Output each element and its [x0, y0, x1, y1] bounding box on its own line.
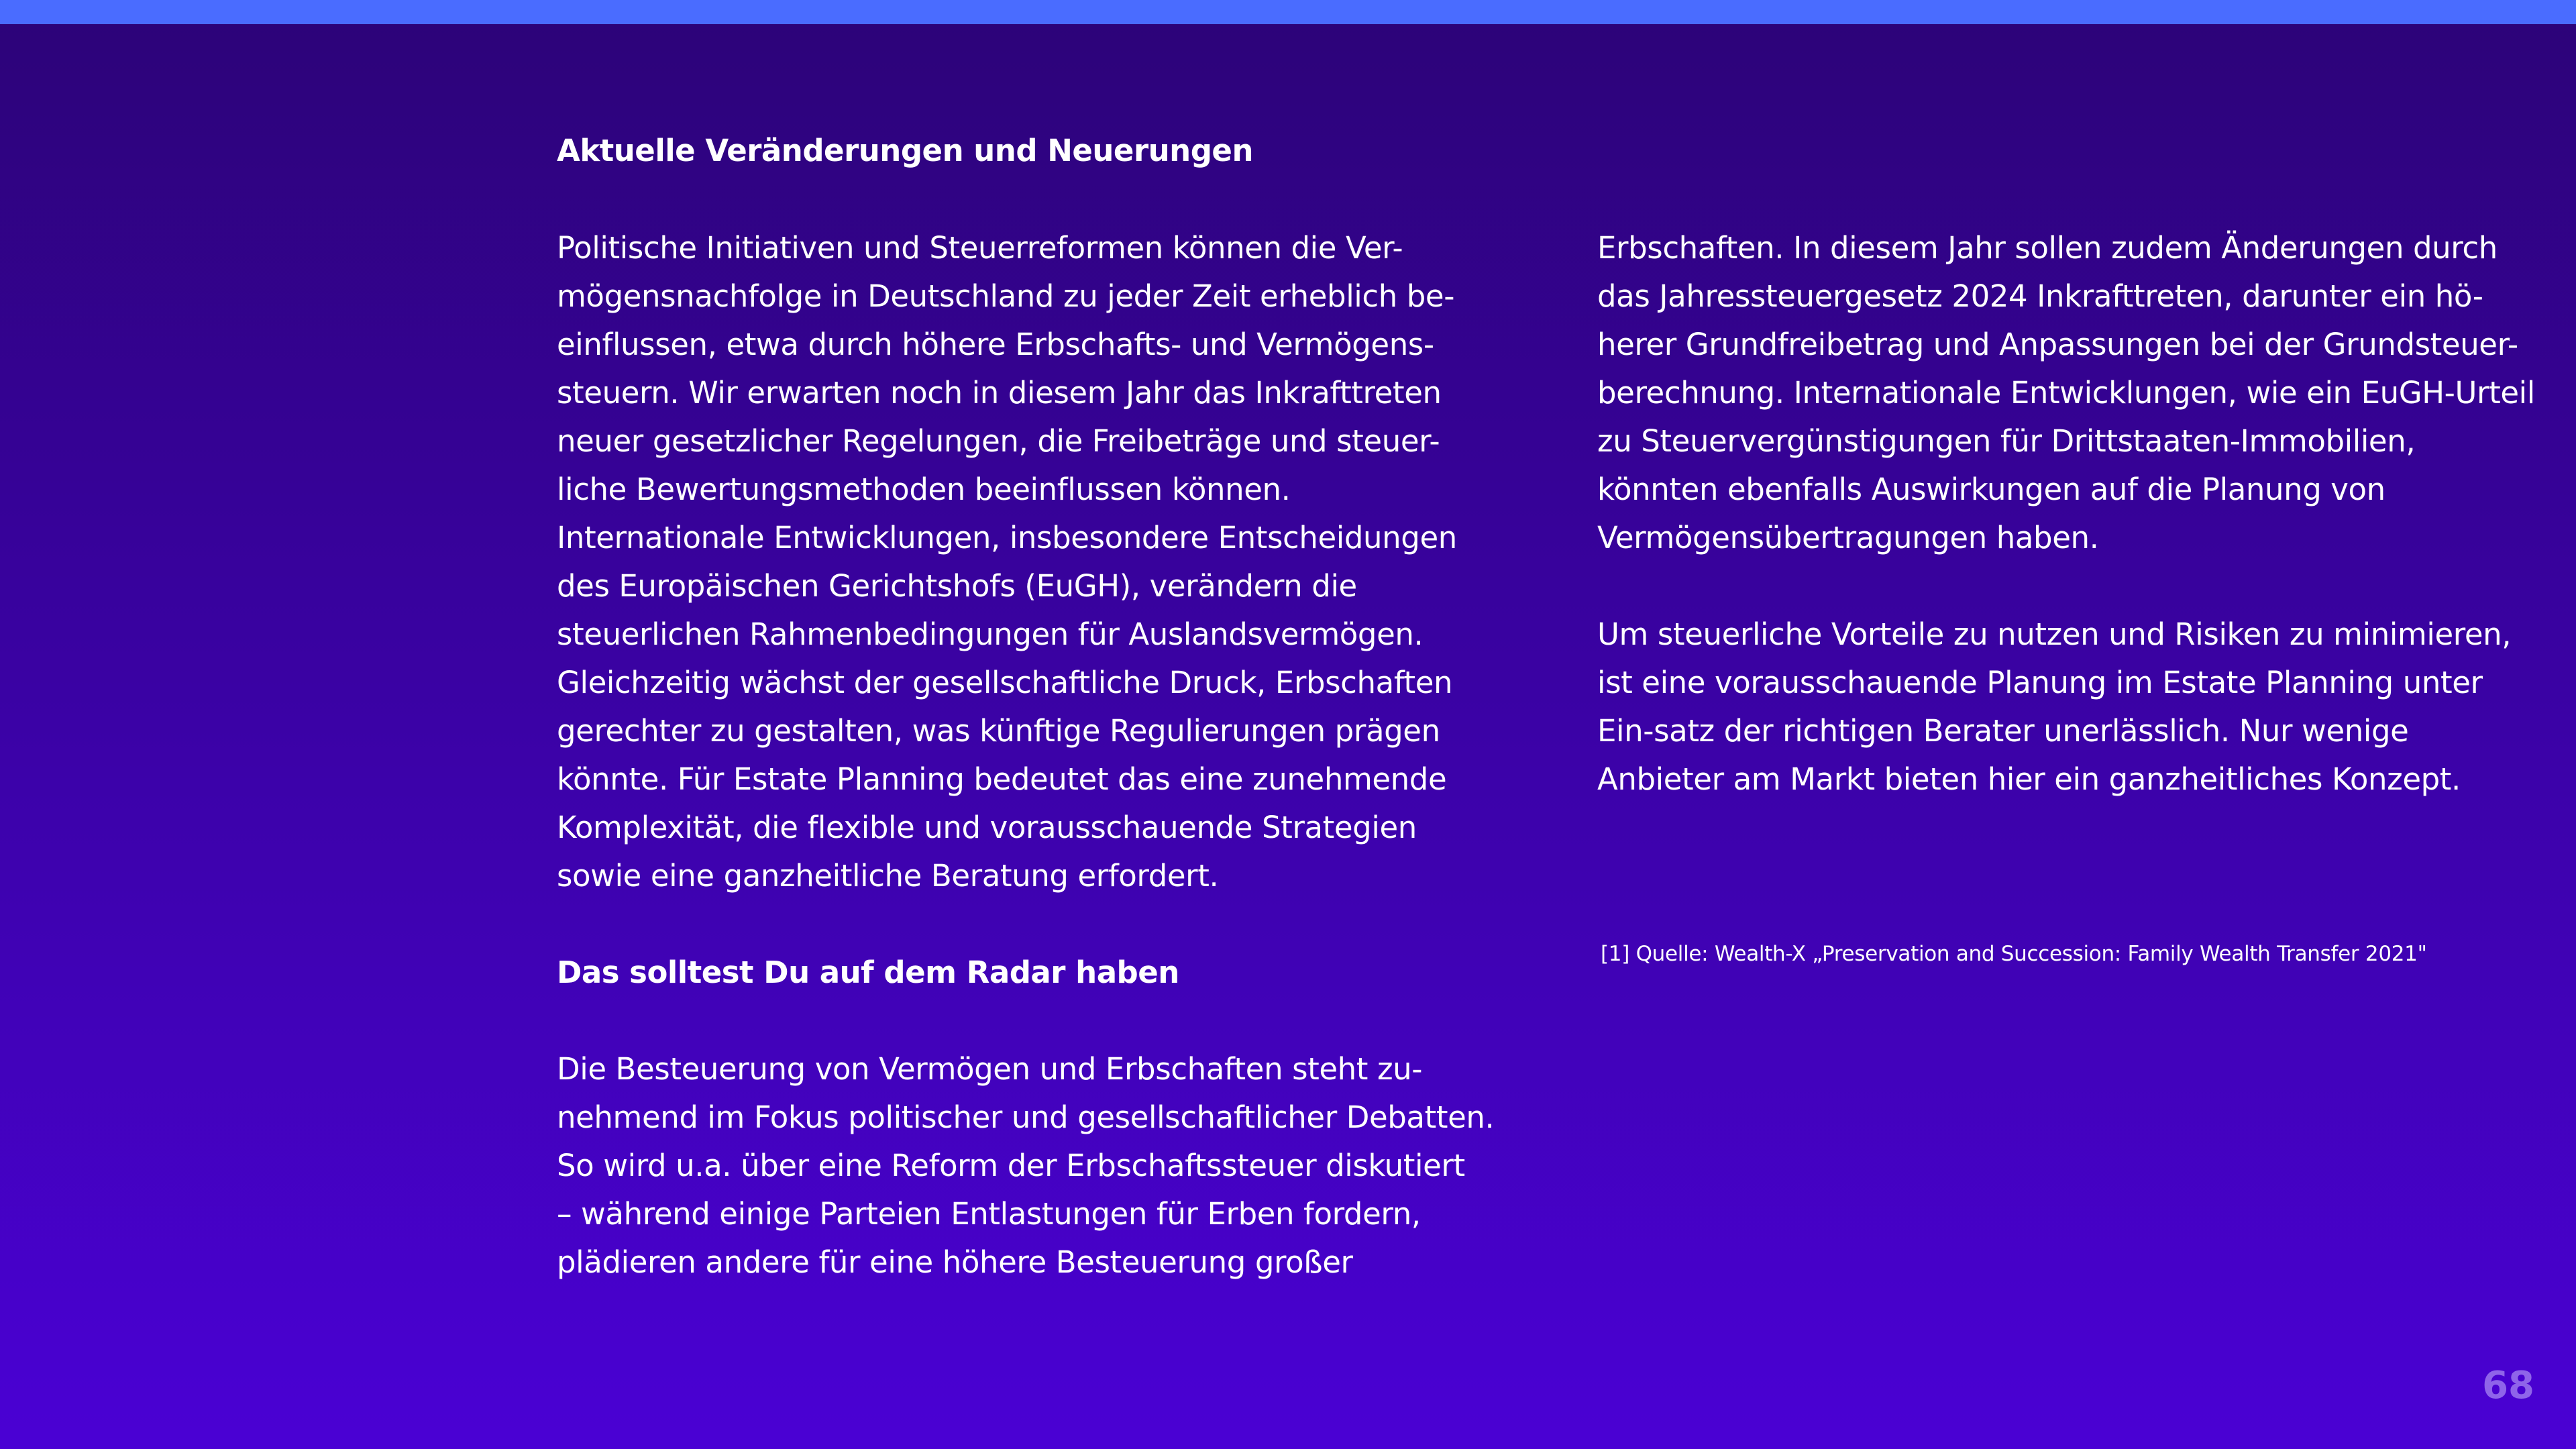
text-line: ist eine vorausschauende Planung im Estate Planning unter: [1597, 665, 2483, 700]
text-line: Ein-satz der richtigen Berater unerlässlich. Nur wenige: [1597, 713, 2409, 749]
text-line: des Europäischen Gerichtshofs (EuGH), verändern die: [557, 568, 1357, 604]
text-line: einflussen, etwa durch höhere Erbschafts- und Vermögens-: [557, 327, 1434, 362]
text-line: Internationale Entwicklungen, insbesondere Entscheidungen: [557, 520, 1457, 555]
text-line: steuerlichen Rahmenbedingungen für Auslandsvermögen.: [557, 616, 1424, 652]
text-line: steuern. Wir erwarten noch in diesem Jahr das Inkrafttreten: [557, 375, 1442, 411]
text-line: könnte. Für Estate Planning bedeutet das eine zunehmende: [557, 761, 1447, 797]
text-line: herer Grundfreibetrag und Anpassungen bei der Grundsteuer-: [1597, 327, 2518, 362]
text-line: könnten ebenfalls Auswirkungen auf die Planung von: [1597, 472, 2385, 507]
text-line: Politische Initiativen und Steuerreformen können die Ver-: [557, 230, 1403, 266]
text-line: Vermögensübertragungen haben.: [1597, 520, 2099, 555]
text-line: sowie eine ganzheitliche Beratung erfordert.: [557, 858, 1219, 894]
text-line: Um steuerliche Vorteile zu nutzen und Risiken zu minimieren,: [1597, 616, 2512, 652]
text-line: Erbschaften. In diesem Jahr sollen zudem Änderungen durch: [1597, 230, 2498, 266]
text-line: mögensnachfolge in Deutschland zu jeder Zeit erheblich be-: [557, 278, 1455, 314]
text-line: Gleichzeitig wächst der gesellschaftliche Druck, Erbschaften: [557, 665, 1453, 700]
text-line: Anbieter am Markt bieten hier ein ganzheitliches Konzept.: [1597, 761, 2461, 797]
text-line: – während einige Parteien Entlastungen für Erben fordern,: [557, 1196, 1421, 1232]
text-line: nehmend im Fokus politischer und gesellschaftlicher Debatten.: [557, 1099, 1495, 1135]
text-line: zu Steuervergünstigungen für Drittstaaten-Immobilien,: [1597, 423, 2416, 459]
text-line: Komplexität, die flexible und vorausschauende Strategien: [557, 810, 1417, 845]
section-heading-radar: Das solltest Du auf dem Radar haben: [557, 955, 1179, 990]
text-line: plädieren andere für eine höhere Besteuerung großer: [557, 1244, 1353, 1280]
section-heading-changes: Aktuelle Veränderungen und Neuerungen: [557, 133, 1253, 168]
text-line: das Jahressteuergesetz 2024 Inkrafttreten, darunter ein hö-: [1597, 278, 2483, 314]
page-number: 68: [2482, 1364, 2534, 1407]
footnote-source: [1] Quelle: Wealth-X „Preservation and Succession: Family Wealth Transfer 2021": [1601, 942, 2427, 966]
text-line: berechnung. Internationale Entwicklungen, wie ein EuGH-Urteil: [1597, 375, 2535, 411]
text-line: So wird u.a. über eine Reform der Erbschaftssteuer diskutiert: [557, 1148, 1465, 1183]
text-line: gerechter zu gestalten, was künftige Regulierungen prägen: [557, 713, 1440, 749]
text-line: neuer gesetzlicher Regelungen, die Freibeträge und steuer-: [557, 423, 1440, 459]
text-line: liche Bewertungsmethoden beeinflussen können.: [557, 472, 1291, 507]
top-accent-bar: [0, 0, 2576, 24]
text-line: Die Besteuerung von Vermögen und Erbschaften steht zu-: [557, 1051, 1423, 1087]
